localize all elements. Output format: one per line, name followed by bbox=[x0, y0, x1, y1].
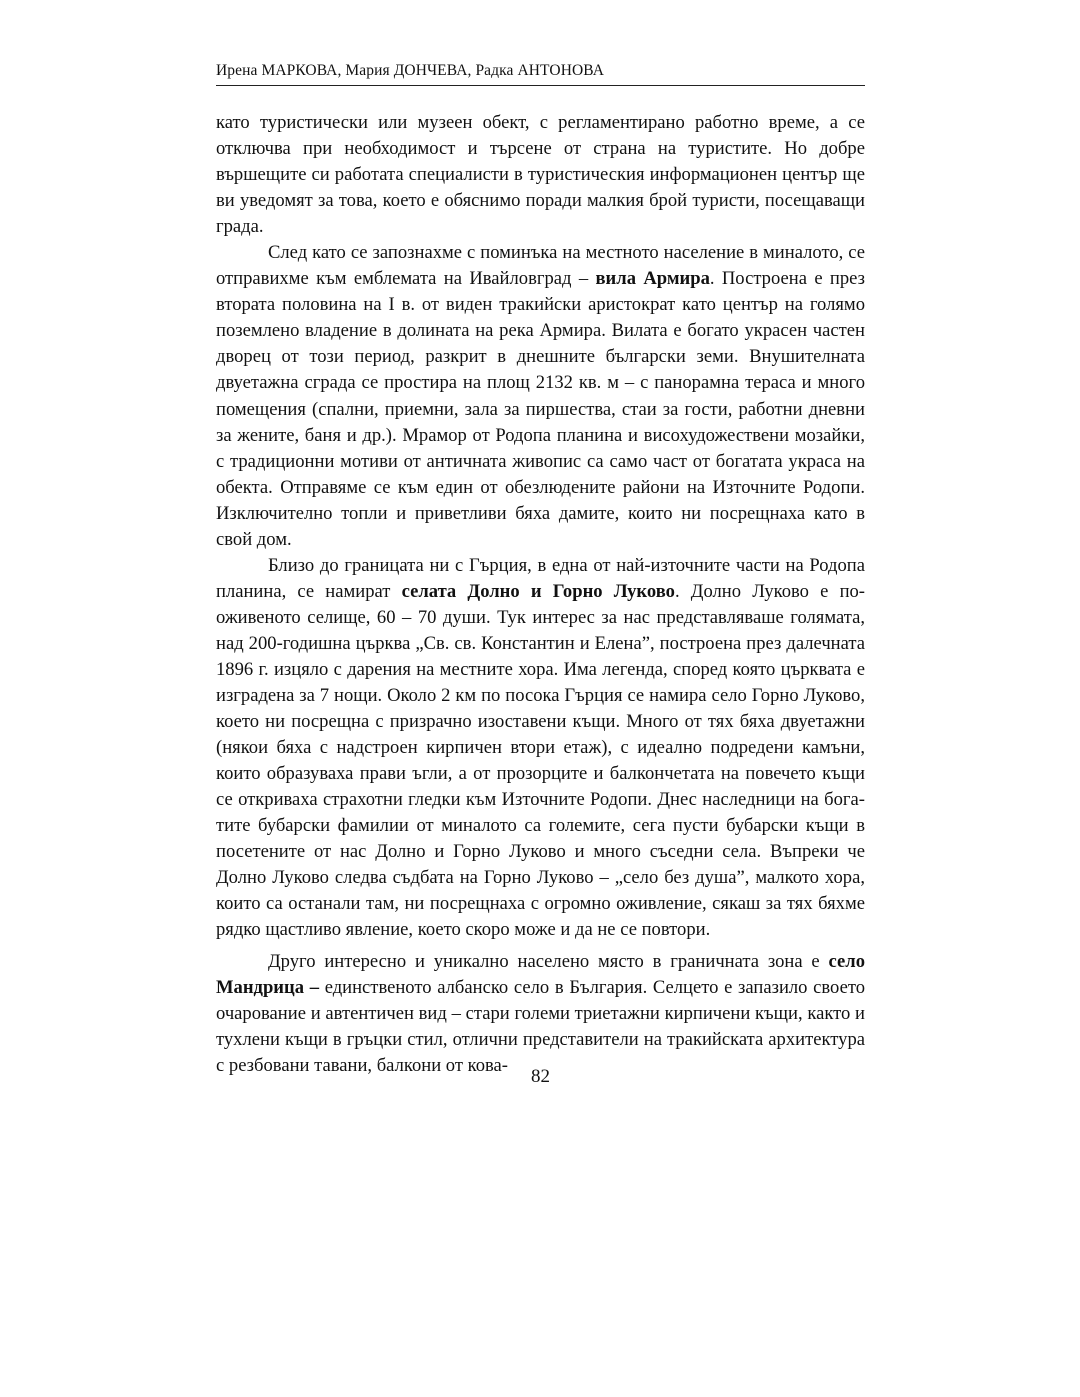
text-run: единственото албанско село в България. Селцето е запазило своето очарование и автентичен вид – стари големи триетажни кирпичени къщи, както и тухлени къщи в гръцки стил, отлични представители на тракийската архитектура с резбовани тавани, балкони от кова- bbox=[216, 976, 866, 1076]
text-run: . Построена е през втората половина на I в. от виден тракийски аристократ като център на голямо поземлено владение в долината на река Армира. Вилата е богато украсен частен дворец от този период, разкрит в днешните български земи. Внушителната двуетажна сграда се простира на площ 2132 кв. м – с панорамна тераса и много помещения (спални, приемни, зала за пиршества, стаи за гости, работни дневни за жените, баня и др.). Мрамор от Родопа планина и висохудожествени мозайки, с традиционни мотиви от античната живопис са само част от богатата украса на обекта. Отправяме се към един от обезлюдените райони на Източните Родопи. Изключително топли и приветливи бяха дамите, които ни посрещнаха като в свой дом. bbox=[216, 268, 865, 550]
bold-term: село Мандрица – bbox=[216, 950, 865, 998]
text-run: като туристически или музеен обект, с регламентирано работно време, а се отключва при необходимост и търсене от страна на туристите. Но добре вършещите си работата специалисти в туристическия информационен център ще ви уведомят за това, което е обяснимо поради малкия брой туристи, посещаващи града. bbox=[216, 112, 865, 238]
body-text bbox=[216, 110, 865, 1079]
paragraph-mandritsa bbox=[216, 949, 865, 1079]
text-run: Друго интересно и уникално населено място в граничната зона е bbox=[268, 950, 829, 972]
running-head-authors: Ирена МАРКОВА, Мария ДОНЧЕВА, Радка АНТОНОВА bbox=[216, 62, 605, 79]
paragraph-dolno-gorno-lukovo bbox=[216, 553, 865, 944]
text-run: След като се запознахме с поминъка на местното население в миналото, се отправихме към емблемата на Ивайловград – bbox=[216, 242, 865, 290]
header-rule bbox=[216, 85, 865, 86]
paragraph-vila-armira bbox=[216, 240, 865, 553]
bold-term: селата Долно и Горно Луково bbox=[401, 580, 675, 602]
bold-term: вила Армира bbox=[595, 268, 710, 290]
paragraph-continuation bbox=[216, 110, 865, 240]
text-run: . Долно Луково е по-оживеното селище, 60 – 70 души. Тук интерес за нас представляваше голямата, над 200-годишна църква „Св. св. Константин и Елена”, построена през далечната 1896 г. изцяло с дарения на местните хора. Има легенда, според която църквата е изградена за 7 нощи. Около 2 км по посока Гърция се намира село Горно Луково, което ни посрещна с призрачно изоставени къщи. Много от тях бяха двуетажни (някои бяха с надстроен кирпичен втори етаж), с идеално подредени камъни, които образуваха прави ъгли, а от прозорците и балкончетата на повечето къщи се откриваха страхотни гледки към Източните Родопи. Днес наследници на богатите бубарски фамилии от миналото са големите, сега пусти бубарски къщи в посетените от нас Долно и Горно Луково и много съседни села. Въпреки че Долно Луково следва съдбата на Горно Луково – „село без душа”, малкото хора, които са останали там, ни посрещнаха с огромно оживление, сякаш за тях бяхме рядко щастливо явление, което скоро може и да не се повтори. bbox=[216, 580, 866, 941]
page-number: 82 bbox=[531, 1066, 550, 1087]
text-run: Близо до границата ни с Гърция, в една от най-източните части на Родопа планина, се намират bbox=[216, 554, 865, 602]
